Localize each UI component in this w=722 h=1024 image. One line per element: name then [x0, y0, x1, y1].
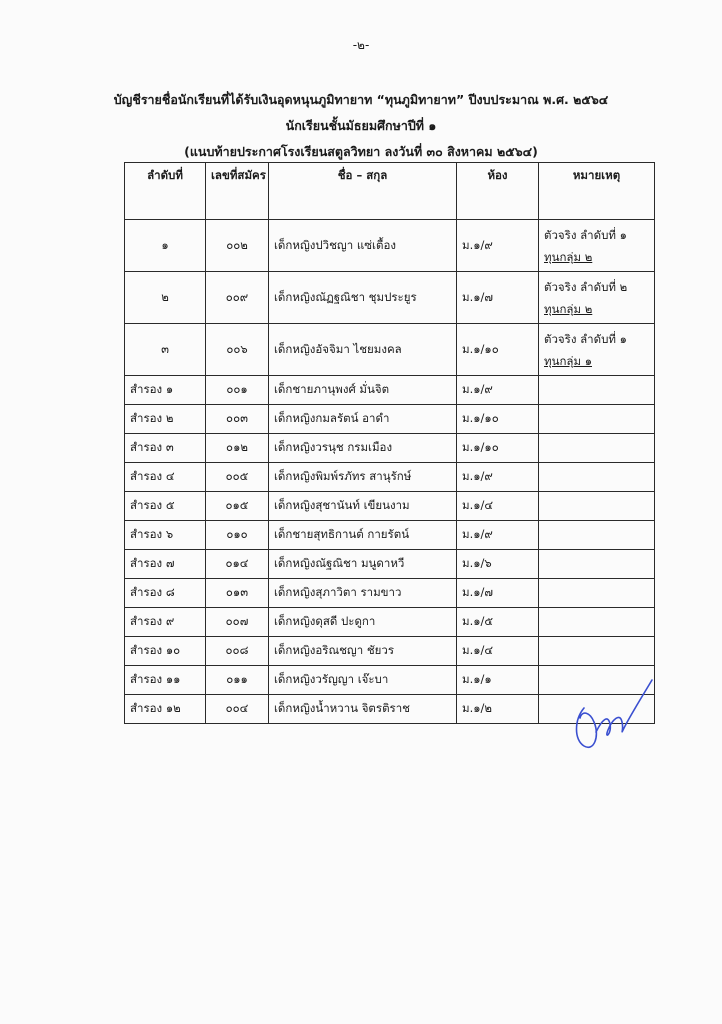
cell-room: ม.๑/๙	[457, 521, 539, 550]
cell-order: สำรอง ๑	[125, 376, 206, 405]
cell-room: ม.๑/๕	[457, 608, 539, 637]
cell-application-number: ๐๐๖	[206, 324, 269, 376]
cell-name: เด็กหญิงดุสดี ปะดูกา	[269, 608, 457, 637]
page-number: -๒-	[352, 38, 370, 52]
table-row	[125, 272, 655, 324]
cell-name: เด็กหญิงพิมพ์รภัทร สานุรักษ์	[269, 463, 457, 492]
cell-name: เด็กหญิงปวิชญา แซ่เตื้อง	[269, 220, 457, 272]
remark-fund-group: ทุนกลุ่ม ๒	[544, 301, 593, 316]
cell-order: สำรอง ๒	[125, 405, 206, 434]
cell-application-number: ๐๐๑	[206, 376, 269, 405]
table-row	[125, 463, 655, 492]
cell-remarks	[539, 405, 655, 434]
cell-order: สำรอง ๙	[125, 608, 206, 637]
table-body	[125, 220, 655, 724]
cell-order: สำรอง ๔	[125, 463, 206, 492]
cell-application-number: ๐๐๓	[206, 405, 269, 434]
cell-room: ม.๑/๑๐	[457, 434, 539, 463]
document-reference: (แนบท้ายประกาศโรงเรียนสตูลวิทยา ลงวันที่ ๓๐ สิงหาคม ๒๕๖๔)	[184, 144, 538, 159]
student-list-table	[124, 162, 655, 724]
header-application-number: เลขที่สมัคร	[206, 163, 269, 220]
cell-remarks	[539, 220, 655, 272]
cell-remarks	[539, 550, 655, 579]
remark-fund-group: ทุนกลุ่ม ๒	[544, 249, 593, 264]
cell-remarks	[539, 272, 655, 324]
table-row	[125, 376, 655, 405]
cell-order: ๓	[125, 324, 206, 376]
cell-application-number: ๐๐๘	[206, 637, 269, 666]
cell-name: เด็กชายภานุพงศ์ มั่นจิต	[269, 376, 457, 405]
cell-remarks	[539, 376, 655, 405]
table-row	[125, 521, 655, 550]
cell-name: เด็กหญิงสุภาวิตา รามขาว	[269, 579, 457, 608]
table-row	[125, 405, 655, 434]
cell-name: เด็กหญิงอัจจิมา ไชยมงคล	[269, 324, 457, 376]
cell-room: ม.๑/๖	[457, 550, 539, 579]
table-row	[125, 324, 655, 376]
header-order: ลำดับที่	[125, 163, 206, 220]
cell-room: ม.๑/๔	[457, 492, 539, 521]
header-name: ชื่อ – สกุล	[269, 163, 457, 220]
document-subtitle: นักเรียนชั้นมัธยมศึกษาปีที่ ๑	[285, 118, 437, 133]
cell-remarks	[539, 492, 655, 521]
cell-remarks	[539, 608, 655, 637]
cell-room: ม.๑/๑๐	[457, 324, 539, 376]
cell-room: ม.๑/๗	[457, 272, 539, 324]
cell-application-number: ๐๐๔	[206, 695, 269, 724]
cell-room: ม.๑/๑	[457, 666, 539, 695]
cell-remarks	[539, 324, 655, 376]
document-title: บัญชีรายชื่อนักเรียนที่ได้รับเงินอุดหนุนภูมิทายาท “ทุนภูมิทายาท” ปีงบประมาณ พ.ศ. ๒๕๖๔	[113, 92, 609, 107]
cell-order: ๑	[125, 220, 206, 272]
cell-room: ม.๑/๙	[457, 376, 539, 405]
cell-room: ม.๑/๒	[457, 695, 539, 724]
cell-application-number: ๐๐๙	[206, 272, 269, 324]
cell-order: สำรอง ๖	[125, 521, 206, 550]
table-header-row	[125, 163, 655, 220]
cell-application-number: ๐๑๓	[206, 579, 269, 608]
cell-application-number: ๐๐๕	[206, 463, 269, 492]
cell-name: เด็กหญิงกมลรัตน์ อาดำ	[269, 405, 457, 434]
cell-order: สำรอง ๘	[125, 579, 206, 608]
cell-room: ม.๑/๑๐	[457, 405, 539, 434]
cell-name: เด็กหญิงณัฐณิชา มนูดาหวี	[269, 550, 457, 579]
cell-order: สำรอง ๑๒	[125, 695, 206, 724]
cell-application-number: ๐๐๗	[206, 608, 269, 637]
header-remarks: หมายเหตุ	[539, 163, 655, 220]
table-row	[125, 434, 655, 463]
cell-room: ม.๑/๔	[457, 637, 539, 666]
remark-status: ตัวจริง ลำดับที่ ๒	[544, 279, 628, 294]
cell-application-number: ๐๐๒	[206, 220, 269, 272]
table-row	[125, 579, 655, 608]
cell-order: ๒	[125, 272, 206, 324]
cell-order: สำรอง ๑๐	[125, 637, 206, 666]
cell-order: สำรอง ๕	[125, 492, 206, 521]
cell-application-number: ๐๑๑	[206, 666, 269, 695]
cell-application-number: ๐๑๔	[206, 550, 269, 579]
cell-remarks	[539, 434, 655, 463]
signature	[566, 662, 662, 762]
cell-remarks	[539, 463, 655, 492]
cell-room: ม.๑/๗	[457, 579, 539, 608]
cell-remarks	[539, 579, 655, 608]
cell-name: เด็กหญิงณัฏฐณิชา ชุมประยูร	[269, 272, 457, 324]
cell-name: เด็กหญิงสุชานันท์ เขียนงาม	[269, 492, 457, 521]
cell-application-number: ๐๑๐	[206, 521, 269, 550]
remark-fund-group: ทุนกลุ่ม ๑	[544, 353, 592, 368]
cell-application-number: ๐๑๕	[206, 492, 269, 521]
cell-order: สำรอง ๑๑	[125, 666, 206, 695]
cell-application-number: ๐๑๒	[206, 434, 269, 463]
cell-order: สำรอง ๓	[125, 434, 206, 463]
cell-name: เด็กหญิงอริณชญา ชัยวร	[269, 637, 457, 666]
table-row	[125, 608, 655, 637]
header-room: ห้อง	[457, 163, 539, 220]
table-row	[125, 220, 655, 272]
cell-name: เด็กหญิงวรัญญา เจ๊ะบา	[269, 666, 457, 695]
table-row	[125, 492, 655, 521]
table-row	[125, 550, 655, 579]
cell-remarks	[539, 521, 655, 550]
cell-name: เด็กชายสุทธิกานต์ กายรัตน์	[269, 521, 457, 550]
cell-name: เด็กหญิงวรนุช กรมเมือง	[269, 434, 457, 463]
cell-name: เด็กหญิงน้ำหวาน จิตรติราช	[269, 695, 457, 724]
cell-room: ม.๑/๙	[457, 220, 539, 272]
remark-status: ตัวจริง ลำดับที่ ๑	[544, 331, 627, 346]
cell-room: ม.๑/๙	[457, 463, 539, 492]
remark-status: ตัวจริง ลำดับที่ ๑	[544, 227, 627, 242]
cell-order: สำรอง ๗	[125, 550, 206, 579]
